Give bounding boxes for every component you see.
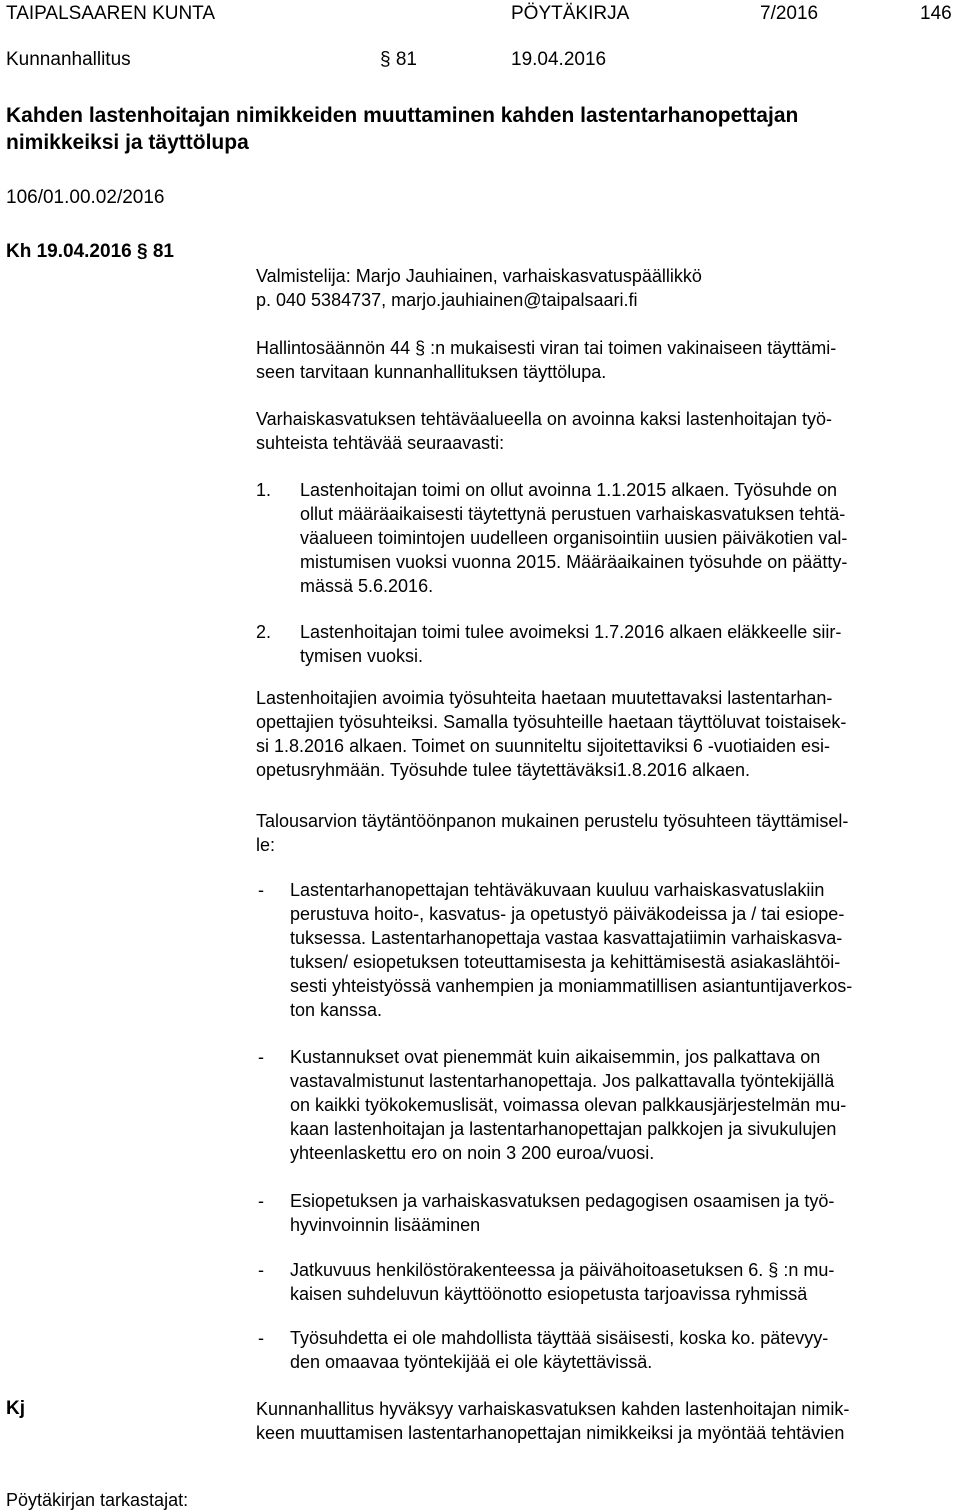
text-line: opettajien työsuhteiksi. Samalla työsuhteille haetaan täyttöluvat toistaisek-: [256, 712, 847, 732]
text-line: yhteenlaskettu ero on noin 3 200 euroa/vuosi.: [290, 1143, 655, 1163]
bullet-dash: -: [258, 1328, 264, 1348]
organization-name: TAIPALSAAREN KUNTA: [6, 3, 216, 24]
document-number: 7/2016: [760, 3, 819, 24]
bullet-item: [256, 1189, 946, 1237]
bullet-dash: -: [258, 880, 264, 900]
bullet-item: [256, 1258, 946, 1306]
text-line: Lastenhoitajan toimi tulee avoimeksi 1.7.2016 alkaen eläkkeelle siir-: [300, 622, 842, 642]
text-line: Talousarvion täytäntöönpanon mukainen perustelu työsuhteen täyttämisel-: [256, 811, 849, 831]
text-line: si 1.8.2016 alkaen. Toimet on suunniteltu sijoitettaviksi 6 -vuotiaiden esi-: [256, 736, 830, 756]
meeting-date: 19.04.2016: [511, 49, 607, 70]
text-line: on kaikki työkokemuslisät, voimassa olevan palkkausjärjestelmän mu-: [290, 1095, 847, 1115]
text-line: tuksessa. Lastentarhanopettaja vastaa kasvattajatiimin varhaiskasva-: [290, 928, 843, 948]
text-line: Kustannukset ovat pienemmät kuin aikaisemmin, jos palkattava on: [290, 1047, 821, 1067]
bullet-dash: -: [258, 1047, 264, 1067]
paragraph-justification-intro: [256, 809, 848, 857]
text-line: kaisen suhdeluvun käyttöönotto esiopetusta tarjoavissa ryhmissä: [290, 1284, 808, 1304]
text-line: le:: [256, 835, 276, 855]
text-line: kaan lastenhoitajan ja lastentarhanopettajan palkkojen ja sivukulujen: [290, 1119, 837, 1139]
paragraph-legal-basis: [256, 336, 836, 384]
title-line: nimikkeiksi ja täyttölupa: [6, 131, 249, 154]
text-line: Jatkuvuus henkilöstörakenteessa ja päivähoitoasetuksen 6. § :n mu-: [290, 1260, 835, 1280]
page-number: 146: [920, 3, 952, 24]
decision-text: [256, 1397, 849, 1445]
page-title: [6, 102, 798, 156]
text-line: Lastenhoitajan toimi on ollut avoinna 1.1.2015 alkaen. Työsuhde on: [300, 480, 838, 500]
text-line: väalueen toimintojen uudelleen organisointiin uusien päiväkotien val-: [300, 528, 848, 548]
preparer-info: [256, 264, 702, 312]
text-line: ton kanssa.: [290, 1000, 383, 1020]
title-line: Kahden lastenhoitajan nimikkeiden muuttaminen kahden lastentarhanopettajan: [6, 104, 799, 127]
preparer-line: Valmistelija: Marjo Jauhiainen, varhaiskasvatuspäällikkö: [256, 266, 702, 286]
bullet-dash: -: [258, 1191, 264, 1211]
text-line: tuksen/ esiopetuksen toteuttamisesta ja kehittämisestä asiakaslähtöi-: [290, 952, 841, 972]
text-line: hyvinvoinnin lisääminen: [290, 1215, 481, 1235]
bullet-item: [256, 878, 946, 1022]
text-line: ollut määräaikaisesti täytettynä perustuen varhaiskasvatuksen tehtä-: [300, 504, 846, 524]
document-type: PÖYTÄKIRJA: [511, 3, 630, 24]
text-line: Lastentarhanopettajan tehtäväkuvaan kuuluu varhaiskasvatuslakiin: [290, 880, 825, 900]
decision-label: Kj: [6, 1398, 25, 1419]
bullet-item: [256, 1045, 946, 1165]
text-line: Esiopetuksen ja varhaiskasvatuksen pedagogisen osaamisen ja työ-: [290, 1191, 835, 1211]
item-number: 2.: [256, 622, 272, 642]
meeting-body: Kunnanhallitus: [6, 49, 131, 70]
text-line: perustuva hoito-, kasvatus- ja opetustyö päiväkodeissa ja / tai esiope-: [290, 904, 845, 924]
text-line: den omaavaa työntekijää ei ole käytettävissä.: [290, 1352, 653, 1372]
text-line: opetusryhmään. Työsuhde tulee täytettäväksi1.8.2016 alkaen.: [256, 760, 750, 780]
text-line: sesti yhteistyössä vanhempien ja moniammatillisen asiantuntijaverkos-: [290, 976, 853, 996]
paragraph-conversion-request: [256, 686, 846, 782]
text-line: mistumisen vuoksi vuonna 2015. Määräaikainen työsuhde on päätty-: [300, 552, 848, 572]
text-line: keen muuttamisen lastentarhanopettajan nimikkeiksi ja myöntää tehtävien: [256, 1423, 845, 1443]
meeting-reference: Kh 19.04.2016 § 81: [6, 241, 174, 262]
text-line: Kunnanhallitus hyväksyy varhaiskasvatuksen kahden lastenhoitajan nimik-: [256, 1399, 850, 1419]
section-number: § 81: [380, 49, 417, 70]
record-number: 106/01.00.02/2016: [6, 187, 165, 208]
preparer-contact: p. 040 5384737, marjo.jauhiainen@taipalsaari.fi: [256, 290, 638, 310]
paragraph-open-positions: [256, 407, 832, 455]
numbered-item: [256, 478, 946, 598]
text-line: Työsuhdetta ei ole mahdollista täyttää sisäisesti, koska ko. pätevyy-: [290, 1328, 829, 1348]
checkers-label: Pöytäkirjan tarkastajat:: [6, 1490, 189, 1510]
text-line: suhteista tehtävää seuraavasti:: [256, 433, 505, 453]
bullet-dash: -: [258, 1260, 264, 1280]
item-number: 1.: [256, 480, 272, 500]
text-line: vastavalmistunut lastentarhanopettaja. Jos palkattavalla työntekijällä: [290, 1071, 835, 1091]
text-line: Lastenhoitajien avoimia työsuhteita haetaan muutettavaksi lastentarhan-: [256, 688, 833, 708]
bullet-item: [256, 1326, 946, 1374]
text-line: Hallintosäännön 44 § :n mukaisesti viran tai toimen vakinaiseen täyttämi-: [256, 338, 837, 358]
text-line: Varhaiskasvatuksen tehtäväalueella on avoinna kaksi lastenhoitajan työ-: [256, 409, 833, 429]
text-line: tymisen vuoksi.: [300, 646, 424, 666]
text-line: mässä 5.6.2016.: [300, 576, 434, 596]
text-line: seen tarvitaan kunnanhallituksen täyttölupa.: [256, 362, 607, 382]
numbered-item: [256, 620, 946, 668]
